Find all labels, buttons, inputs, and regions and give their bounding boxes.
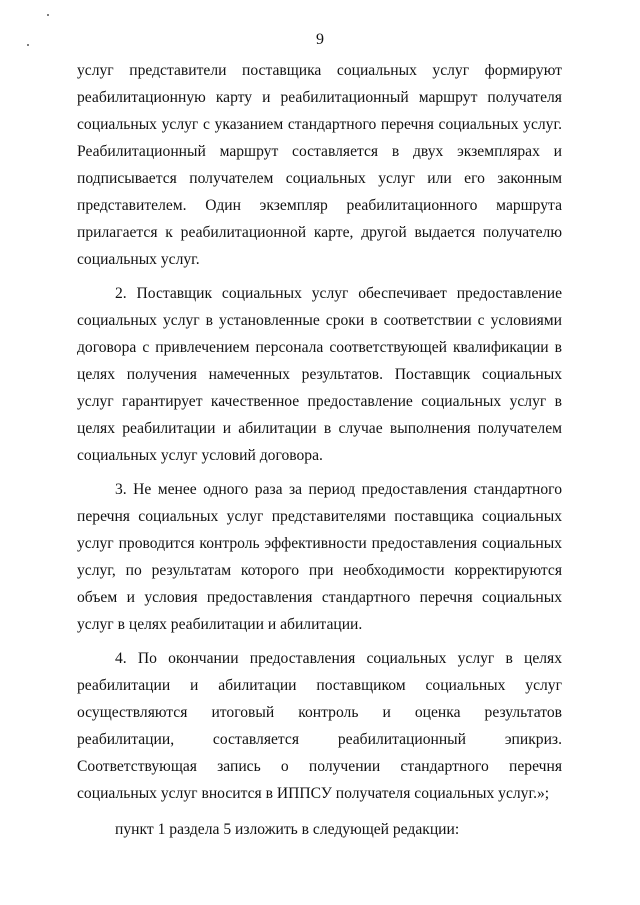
scan-speck: [47, 14, 49, 16]
paragraph-continuation: услуг представители поставщика социальных услуг формируют реабилитационную карту и реабилитационный маршрут получателя социальных услуг с указанием стандартного перечня социальных услуг. Реабилитационный маршрут составляется в двух экземплярах и подписывается получателем социальных услуг или его законным представителем. Один экземпляр реабилитационного маршрута прилагается к реабилитационной карте, другой выдается получателю социальных услуг.: [77, 62, 562, 268]
paragraph-item-3: 3. Не менее одного раза за период предоставления стандартного перечня социальных услуг представителями поставщика социальных услуг проводится контроль эффективности предоставления социальных услуг, по результатам которого при необходимости корректируются объем и условия предоставления стандартного перечня социальных услуг в целях реабилитации и абилитации.: [77, 481, 562, 633]
document-body: [77, 57, 562, 843]
paragraph-amendment-instruction: пункт 1 раздела 5 изложить в следующей редакции:: [115, 821, 460, 838]
page-number: 9: [316, 31, 324, 48]
paragraph-item-4: 4. По окончании предоставления социальных услуг в целях реабилитации и абилитации поставщиком социальных услуг осуществляются итоговый контроль и оценка результатов реабилитации, составляется реабилитационный эпикриз. Соответствующая запись о получении стандартного перечня социальных услуг вносится в ИППСУ получателя социальных услуг.»;: [77, 650, 562, 802]
paragraph-item-2: 2. Поставщик социальных услуг обеспечивает предоставление социальных услуг в установленные сроки в соответствии с условиями договора с привлечением персонала соответствующей квалификации в целях получения намеченных результатов. Поставщик социальных услуг гарантирует качественное предоставление социальных услуг в целях реабилитации и абилитации в случае выполнения получателем социальных услуг условий договора.: [77, 285, 562, 464]
